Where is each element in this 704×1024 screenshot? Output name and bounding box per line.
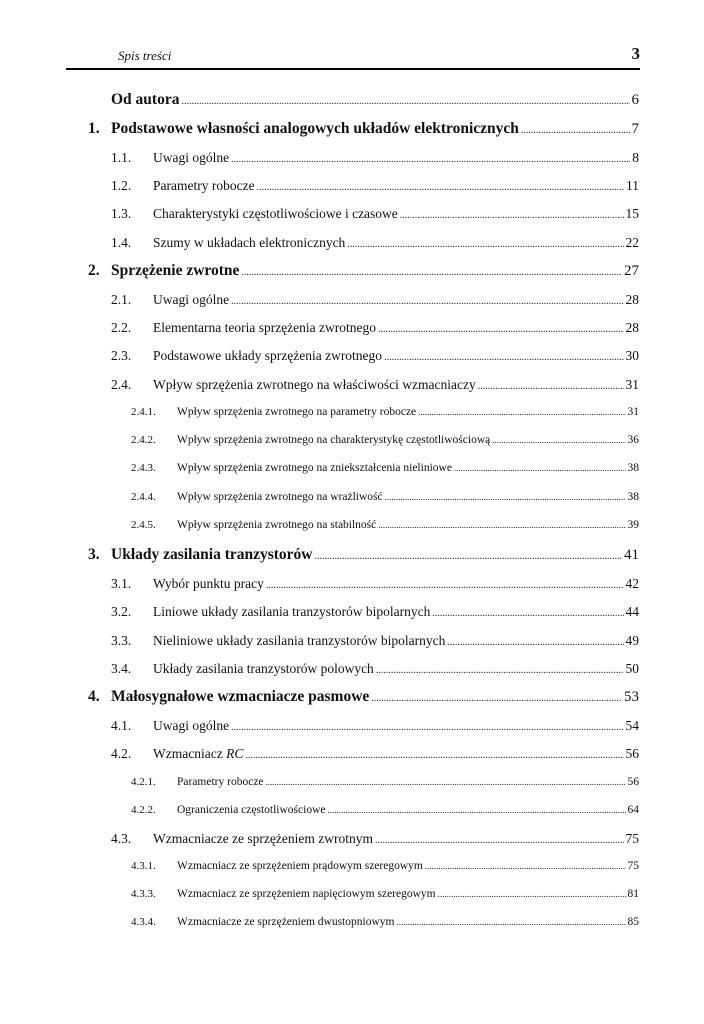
toc-entry-4-2-1[interactable] [131, 776, 639, 788]
toc-entry-number: 2.1. [111, 292, 132, 307]
toc-entry-label: Elementarna teoria sprzężenia zwrotnego [153, 320, 377, 335]
toc-entry-label: Szumy w układach elektronicznych [153, 235, 346, 250]
leader-dots [241, 267, 622, 278]
leader-dots [447, 637, 623, 648]
leader-dots [454, 463, 626, 473]
toc-entry-3-4[interactable] [111, 661, 639, 677]
toc-entry-page: 75 [625, 831, 639, 846]
toc-entry-number: 4.2.2. [131, 804, 156, 816]
leader-dots [231, 154, 630, 165]
toc-entry-label: Małosygnałowe wzmacniacze pasmowe [111, 688, 370, 705]
toc-entry-1-4[interactable] [111, 235, 639, 251]
leader-dots [396, 917, 625, 927]
leader-dots [315, 551, 623, 562]
toc-entry-page: 81 [627, 888, 639, 900]
toc-entry-number: 2.4.2. [131, 434, 156, 446]
toc-entry-label: Wpływ sprzężenia zwrotnego na wrażliwość [177, 491, 383, 503]
toc-entry-page: 28 [625, 292, 639, 307]
toc-entry-chapter-1[interactable] [88, 120, 639, 138]
toc-entry-2-3[interactable] [111, 348, 639, 364]
toc-entry-2-1[interactable] [111, 292, 639, 308]
leader-dots [384, 352, 623, 363]
toc-entry-page: 7 [631, 121, 639, 137]
toc-entry-page: 44 [625, 604, 639, 619]
toc-entry-4-3-1[interactable] [131, 860, 639, 872]
toc-entry-label: Wzmacniacze ze sprzężeniem dwustopniowym [177, 916, 395, 928]
leader-dots [492, 435, 625, 445]
leader-dots [425, 861, 626, 871]
toc-entry-4-2[interactable] [111, 746, 639, 762]
toc-entry-label: Podstawowe układy sprzężenia zwrotnego [153, 348, 383, 363]
toc-entry-label: Nieliniowe układy zasilania tranzystorów bipolarnych [153, 633, 446, 648]
toc-entry-number: 4.3. [111, 831, 132, 846]
leader-dots [418, 407, 625, 417]
toc-entry-chapter-2[interactable] [88, 262, 639, 280]
toc-entry-label: Od autora [111, 91, 180, 108]
toc-entry-1-3[interactable] [111, 206, 639, 222]
toc-entry-number: 3.3. [111, 633, 132, 648]
toc-entry-page: 28 [625, 320, 639, 335]
toc-entry-label: Układy zasilania tranzystorów polowych [153, 661, 374, 676]
toc-entry-page: 15 [625, 206, 639, 221]
toc-entry-2-4[interactable] [111, 377, 639, 393]
leader-dots [378, 520, 625, 530]
toc-entry-2-4-4[interactable] [131, 491, 639, 503]
toc-entry-page: 75 [627, 860, 639, 872]
toc-entry-page: 6 [631, 92, 639, 108]
toc-entry-number: 1. [88, 120, 100, 137]
leader-dots [432, 608, 623, 619]
toc-entry-4-1[interactable] [111, 718, 639, 734]
toc-entry-label: Ograniczenia częstotliwościowe [177, 804, 326, 816]
leader-dots [231, 722, 623, 733]
toc-entry-page: 54 [625, 718, 639, 733]
toc-entry-label: Wybór punktu pracy [153, 576, 264, 591]
toc-entry-label: Wpływ sprzężenia zwrotnego na stabilność [177, 519, 377, 531]
leader-dots [347, 239, 623, 250]
toc-entry-page: 27 [624, 263, 639, 279]
toc-entry-label: Wzmacniacz ze sprzężeniem napięciowym szeregowym [177, 888, 436, 900]
toc-entry-number: 3.4. [111, 661, 132, 676]
toc-entry-page: 31 [625, 377, 639, 392]
toc-entry-number: 2.2. [111, 320, 132, 335]
toc-entry-4-3-3[interactable] [131, 888, 639, 900]
toc-entry-label-text: Wzmacniacz [153, 746, 227, 761]
toc-entry-number: 1.3. [111, 206, 132, 221]
toc-entry-label: Uwagi ogólne [153, 292, 230, 307]
leader-dots [257, 182, 624, 193]
toc-entry-number: 2.4.4. [131, 491, 156, 503]
toc-entry-page: 41 [624, 547, 639, 563]
toc-entry-page: 50 [625, 661, 639, 676]
toc-entry-4-2-2[interactable] [131, 804, 639, 816]
leader-dots [375, 835, 624, 846]
leader-dots [181, 96, 629, 107]
toc-entry-label: Wpływ sprzężenia zwrotnego na charakterystykę częstotliwościową [177, 434, 491, 446]
toc-entry-number: 2.4. [111, 377, 132, 392]
page-number: 3 [631, 44, 640, 63]
toc-entry-page: 11 [626, 178, 639, 193]
toc-entry-label-italic: RC [226, 746, 244, 761]
toc-entry-page: 42 [625, 576, 639, 591]
toc-entry-label: Podstawowe własności analogowych układów elektronicznych [111, 120, 519, 137]
toc-entry-page: 85 [627, 916, 639, 928]
leader-dots [371, 693, 622, 704]
toc-entry-label: Wzmacniacze ze sprzężeniem zwrotnym [153, 831, 373, 846]
toc-entry-page: 56 [627, 776, 639, 788]
toc-entry-number: 2.4.5. [131, 519, 156, 531]
toc-entry-label: Wzmacniacz ze sprzężeniem prądowym szeregowym [177, 860, 423, 872]
toc-entry-page: 31 [627, 406, 639, 418]
leader-dots [438, 889, 626, 899]
toc-entry-label [153, 746, 243, 762]
toc-entry-page: 38 [627, 462, 639, 474]
toc-entry-number: 1.4. [111, 235, 132, 250]
toc-entry-3-2[interactable] [111, 604, 639, 620]
leader-dots [378, 324, 623, 335]
toc-entry-label: Parametry robocze [177, 776, 264, 788]
toc-entry-page: 8 [632, 150, 639, 165]
leader-dots [478, 381, 624, 392]
toc-entry-page: 49 [625, 633, 639, 648]
toc-entry-1-1[interactable] [111, 150, 639, 166]
toc-entry-2-4-2[interactable] [131, 434, 639, 446]
toc-entry-label: Uwagi ogólne [153, 718, 230, 733]
toc-entry-preface[interactable] [111, 91, 639, 109]
leader-dots [376, 665, 624, 676]
leader-dots [245, 750, 623, 761]
toc-entry-number: 2. [88, 262, 100, 279]
toc-entry-2-4-5[interactable] [131, 519, 639, 531]
leader-dots [266, 580, 624, 591]
toc-entry-number: 4.3.3. [131, 888, 156, 900]
toc-entry-page: 64 [627, 804, 639, 816]
toc-entry-number: 2.3. [111, 348, 132, 363]
toc-entry-number: 1.1. [111, 150, 132, 165]
toc-entry-number: 2.4.1. [131, 406, 156, 418]
toc-entry-label: Układy zasilania tranzystorów [111, 546, 313, 563]
toc-entry-number: 2.4.3. [131, 462, 156, 474]
toc-entry-page: 53 [624, 689, 639, 705]
leader-dots [385, 492, 626, 502]
toc-entry-2-2[interactable] [111, 320, 639, 336]
toc-entry-label: Wpływ sprzężenia zwrotnego na właściwości wzmacniaczy [153, 377, 476, 392]
toc-entry-page: 30 [625, 348, 639, 363]
toc-entry-label: Uwagi ogólne [153, 150, 230, 165]
running-title: Spis treści [118, 48, 172, 63]
toc-entry-3-1[interactable] [111, 576, 639, 592]
toc-entry-number: 4.3.4. [131, 916, 156, 928]
toc-entry-number: 3. [88, 546, 100, 563]
leader-dots [400, 210, 624, 221]
leader-dots [266, 777, 626, 787]
toc-entry-4-3-4[interactable] [131, 916, 639, 928]
toc-entry-page: 38 [627, 491, 639, 503]
toc-entry-label: Charakterystyki częstotliwościowe i czasowe [153, 206, 398, 221]
leader-dots [231, 296, 623, 307]
toc-entry-number: 4.2. [111, 746, 132, 761]
toc-entry-page: 36 [627, 434, 639, 446]
toc-entry-number: 4. [88, 688, 100, 705]
toc-entry-3-3[interactable] [111, 633, 639, 649]
toc-entry-number: 4.3.1. [131, 860, 156, 872]
toc-entry-number: 3.2. [111, 604, 132, 619]
toc-entry-4-3[interactable] [111, 831, 639, 847]
toc-entry-label: Liniowe układy zasilania tranzystorów bipolarnych [153, 604, 431, 619]
toc-entry-page: 39 [627, 519, 639, 531]
toc-entry-number: 3.1. [111, 576, 132, 591]
toc-entry-label: Parametry robocze [153, 178, 255, 193]
toc-entry-label: Wpływ sprzężenia zwrotnego na zniekształcenia nieliniowe [177, 462, 452, 474]
toc-entry-1-2[interactable] [111, 178, 639, 194]
toc-entry-chapter-3[interactable] [88, 546, 639, 564]
toc-entry-number: 4.1. [111, 718, 132, 733]
toc-entry-label: Sprzężenie zwrotne [111, 262, 240, 279]
leader-dots [521, 125, 630, 136]
leader-dots [327, 805, 625, 815]
toc-entry-number: 4.2.1. [131, 776, 156, 788]
toc-entry-number: 1.2. [111, 178, 132, 193]
toc-entry-2-4-3[interactable] [131, 462, 639, 474]
toc-entry-2-4-1[interactable] [131, 406, 639, 418]
toc-entry-page: 22 [625, 235, 639, 250]
toc-entry-page: 56 [625, 746, 639, 761]
toc-entry-label: Wpływ sprzężenia zwrotnego na parametry robocze [177, 406, 417, 418]
toc-entry-chapter-4[interactable] [88, 688, 639, 706]
